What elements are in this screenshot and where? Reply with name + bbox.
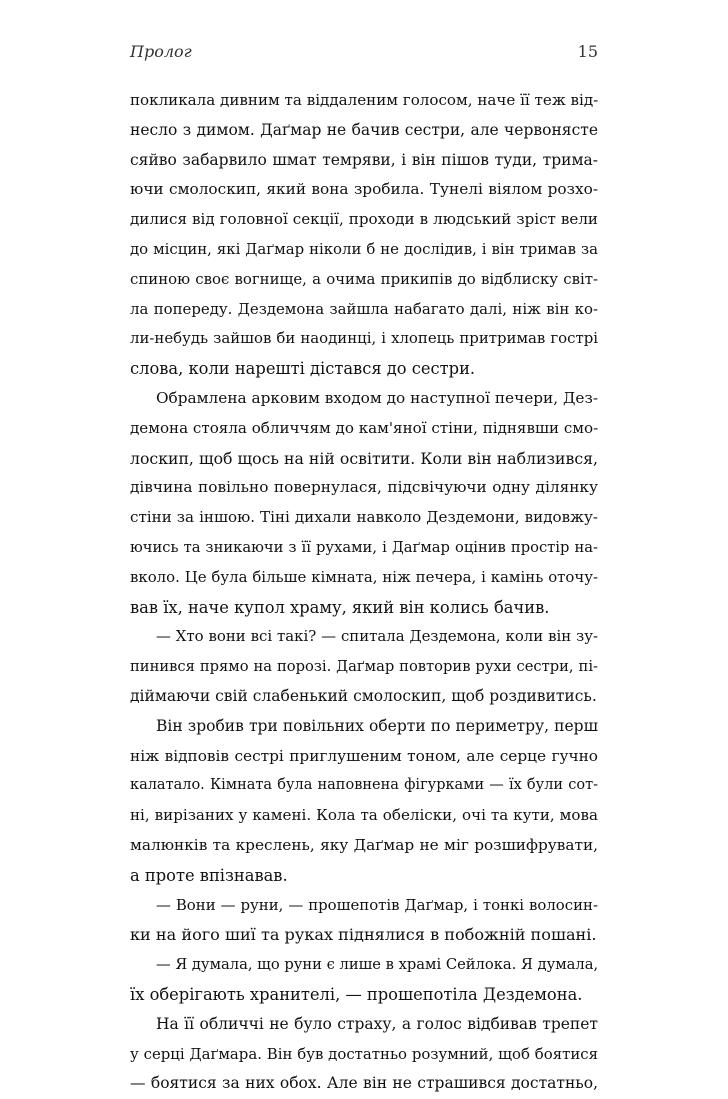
page-number: 15 [577,42,598,61]
text-line: ніж відповів сестрі приглушеним тоном, але серце гучно [130,746,598,765]
body-text [130,86,598,1099]
running-head [130,42,598,68]
text-line: ки на його шиї та руках піднялися в побожній пошані. [130,925,597,945]
text-line: На її обличчі не було страху, а голос відбивав трепет [156,1014,598,1033]
text-line: — Вони — руни, — прошепотів Даґмар, і тонкі волосин- [156,895,598,914]
text-line: а проте впізнавав. [130,865,288,885]
text-line: дівчина повільно повернулася, підсвічуючи одну ділянку [130,478,598,497]
text-line: спиною своє вогнище, а очима прикипів до відблиску світ- [130,269,598,288]
text-line: у серці Даґмара. Він був достатньо розумний, щоб боятися [130,1044,598,1063]
text-line: демона стояла обличчям до кам'яної стіни, піднявши смо- [130,418,599,437]
text-line: калатало. Кімната була наповнена фігурками — їх були сот- [130,777,598,794]
text-line: ні, вирізаних у камені. Кола та обеліски, очі та кути, мова [130,806,598,825]
text-line: дилися від головної секції, проходи в людський зріст вели [130,210,598,229]
text-line: їх оберігають хранителі, — прошепотіла Дездемона. [130,984,583,1004]
chapter-title: Пролог [130,42,192,61]
text-line: стіни за іншою. Тіні дихали навколо Дездемони, видовжу- [130,508,598,527]
text-line: вав їх, наче купол храму, який він колись бачив. [130,597,550,617]
text-line: — боятися за них обох. Але він не страшився достатньо, [130,1074,598,1093]
text-line: ючись та зникаючи з її рухами, і Даґмар оцінив простір на- [130,538,598,556]
text-line: малюнків та креслень, яку Даґмар не міг розшифрувати, [130,835,598,854]
text-line: несло з димом. Даґмар не бачив сестри, але червонясте [130,120,598,139]
text-line: пинився прямо на порозі. Даґмар повторив рухи сестри, пі- [130,658,598,676]
text-line: Він зробив три повільних оберти по периметру, перш [156,716,598,735]
text-line: вколо. Це була більше кімната, ніж печера, і камінь оточу- [130,567,598,586]
text-line: Обрамлена арковим входом до наступної печери, Дез- [156,388,598,407]
text-line: сяйво забарвило шмат темряви, і він пішов туди, трима- [130,150,598,169]
text-line: — Я думала, що руни є лише в храмі Сейлока. Я думала, [156,956,599,974]
text-line: до місцин, які Даґмар ніколи б не дослідив, і він тримав за [130,239,598,258]
text-line: ли-небудь зайшов би наодинці, і хлопець притримав гострі [130,329,598,348]
text-line: покликала дивним та віддаленим голосом, наче її теж від- [130,91,599,109]
text-line: ючи смолоскип, який вона зробила. Тунелі віялом розхо- [130,180,598,199]
text-line: слова, коли нарешті дістався до сестри. [130,359,476,379]
text-line: — Хто вони всі такі? — спитала Дездемона, коли він зу- [156,627,598,646]
text-line: діймаючи свій слабенький смолоскип, щоб роздивитись. [130,686,597,705]
text-line: лоскип, щоб щось на ній освітити. Коли він наблизився, [130,448,598,468]
text-line: ла попереду. Дездемона зайшла набагато далі, ніж він ко- [130,299,598,318]
